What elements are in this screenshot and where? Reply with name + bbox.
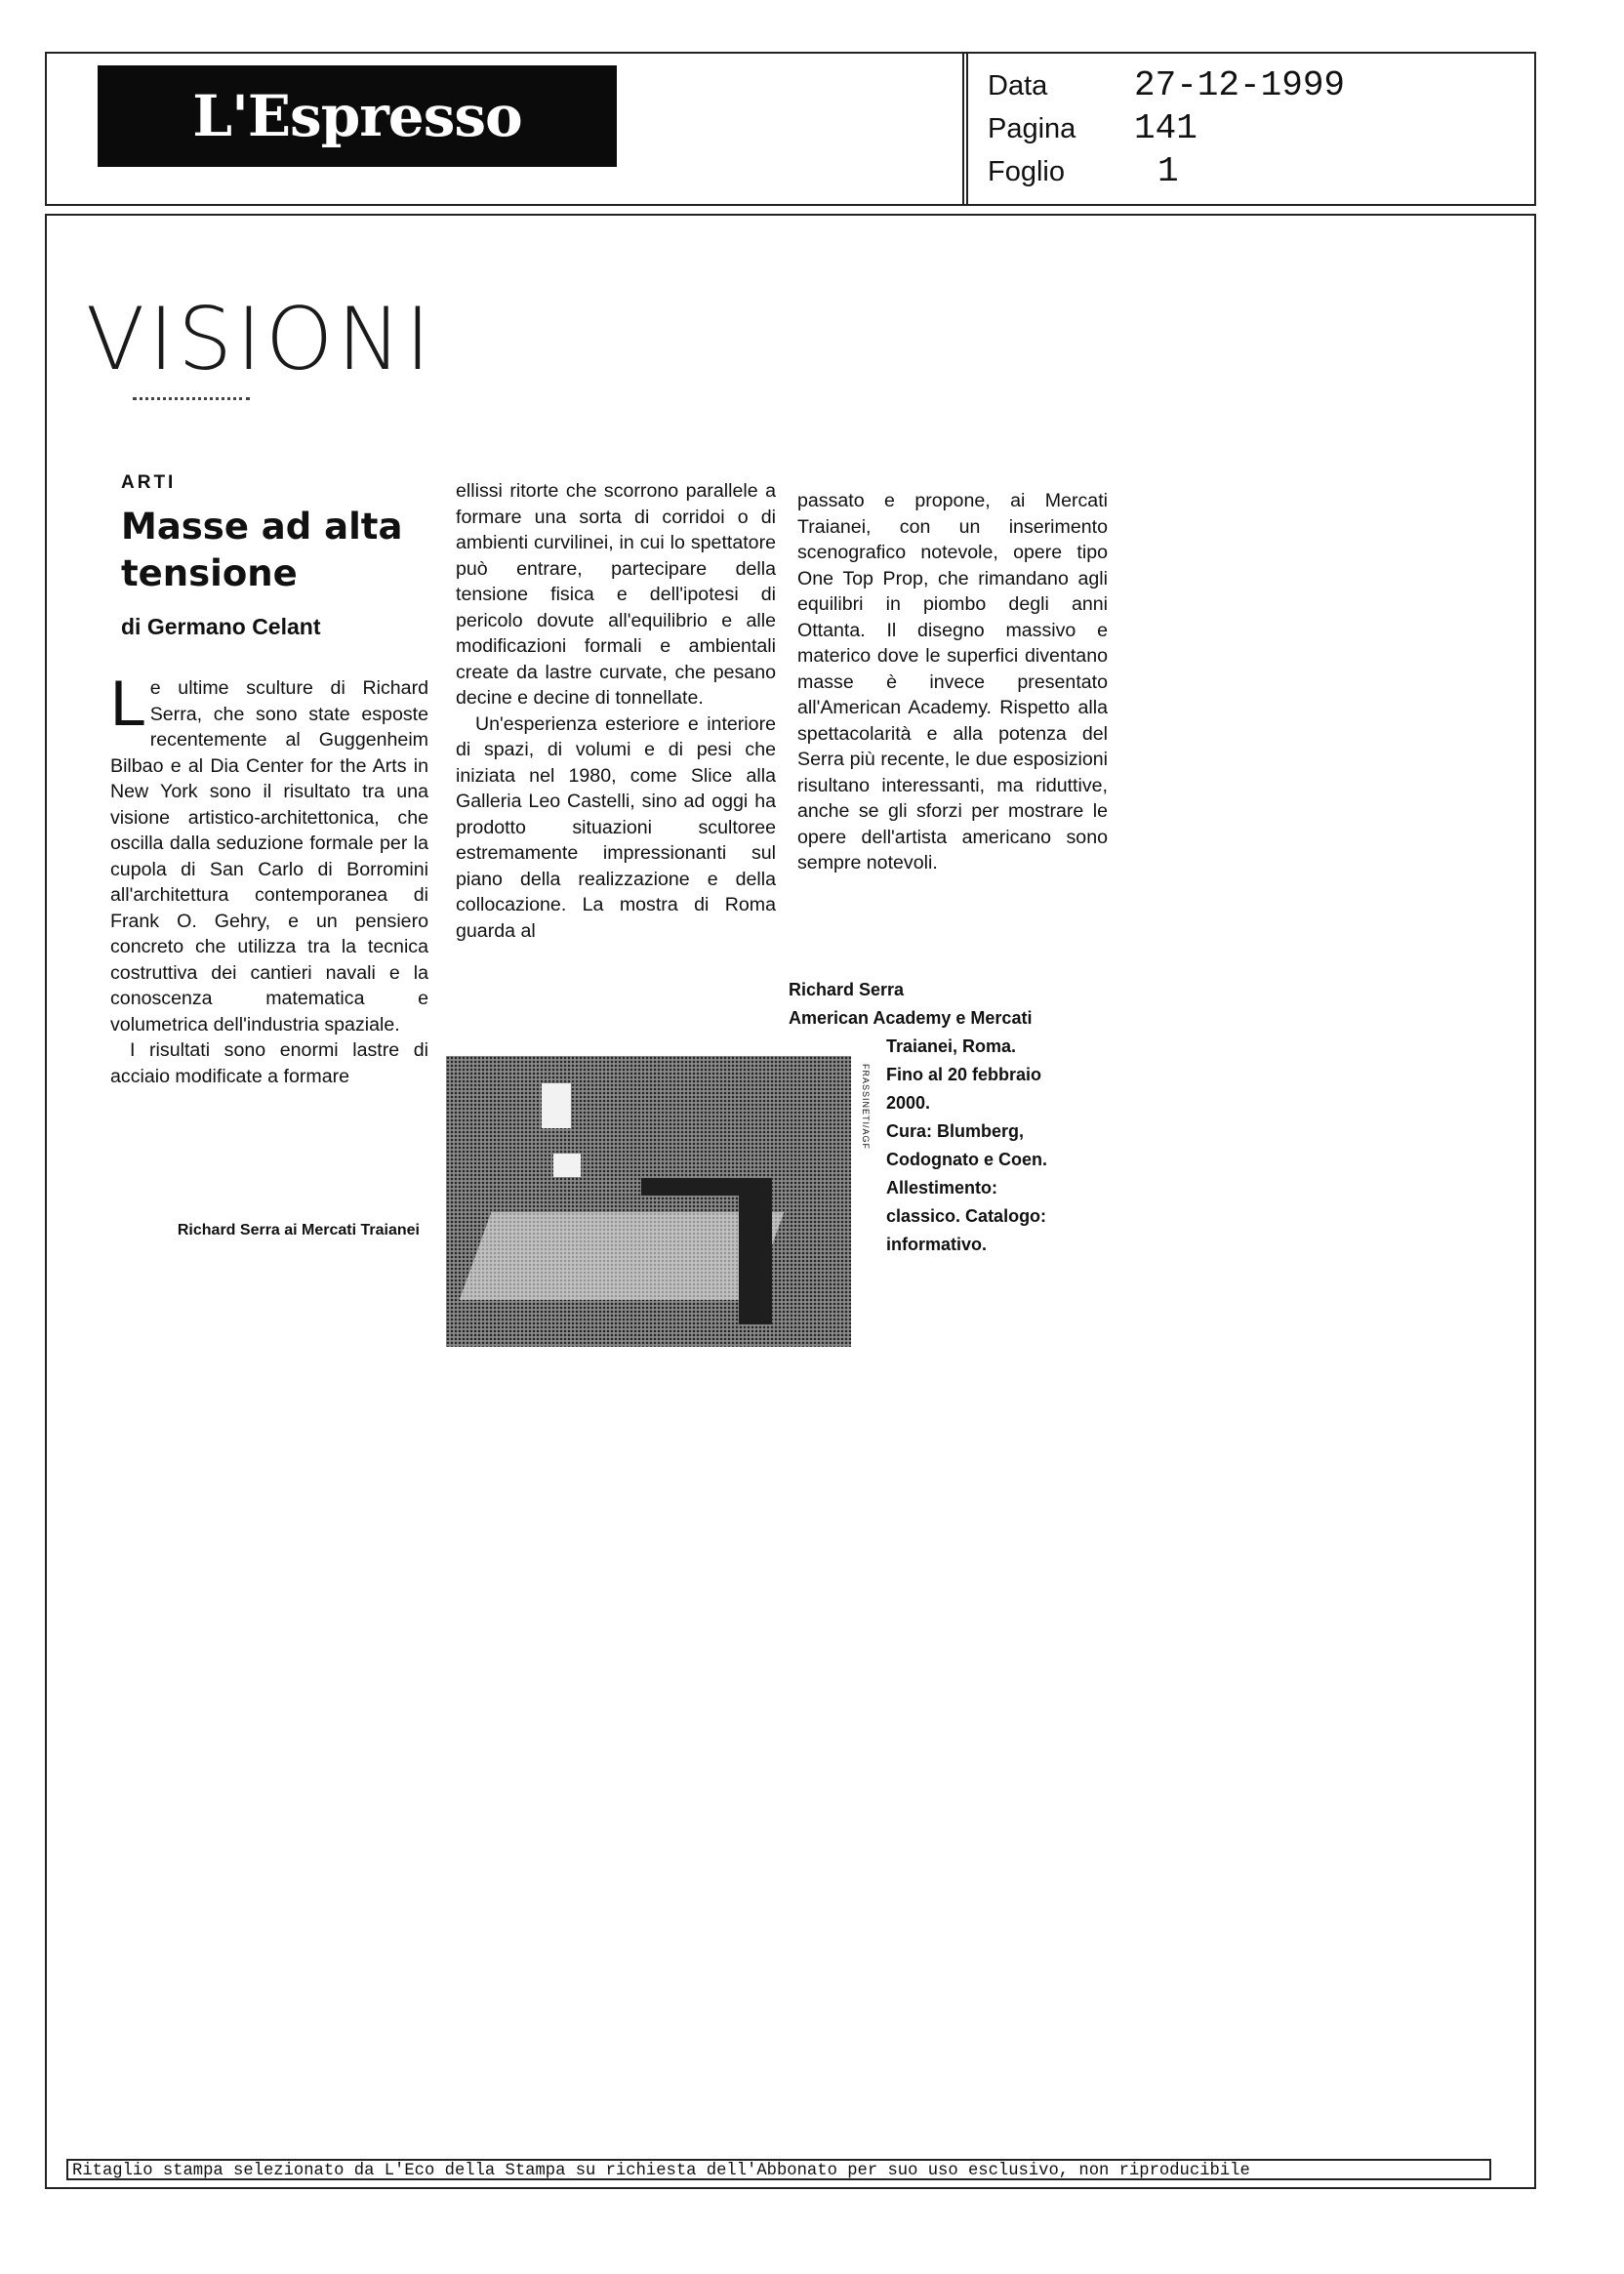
meta-row-date	[988, 65, 1345, 108]
header-frame	[45, 52, 1536, 206]
info-line: 2000.	[886, 1093, 931, 1113]
info-line: Richard Serra	[789, 980, 905, 999]
info-line: Cura: Blumberg,	[886, 1121, 1025, 1141]
paragraph: ellissi ritorte che scorrono parallele a formare una sorta di corridoi o di ambienti curvilinei, in cui lo spettatore può entrare, partecipare della tensione fisica e dell'ipotesi di pericolo dovute all'equilibrio e alle modificazioni formali e ambientali create da lastre curvate, che pesano decine e decine di tonnellate.	[456, 480, 776, 709]
article-byline: di Germano Celant	[121, 614, 321, 639]
article-headline	[121, 504, 424, 597]
clipping-metadata	[988, 65, 1345, 194]
meta-label: Data	[988, 70, 1048, 102]
photo-floor-shape	[460, 1212, 785, 1300]
photo-caption: Richard Serra ai Mercati Traianei	[177, 1222, 420, 1239]
section-underline	[133, 397, 250, 404]
info-line: Allestimento:	[886, 1178, 998, 1198]
clipping-footer-notice: Ritaglio stampa selezionato da L'Eco della Stampa su richiesta dell'Abbonato per suo uso esclusivo, non riproducibile	[66, 2159, 1491, 2180]
info-line: classico. Catalogo:	[886, 1206, 1047, 1226]
photo-credit: FRASSINETI/AGF	[861, 1064, 871, 1151]
sculpture-photo	[446, 1056, 851, 1347]
paragraph: passato e propone, ai Mercati Traianei, con un inserimento scenografico notevole, opere tipo One Top Prop, che rimandano agli equilibri in piombo degli anni Ottanta. Il disegno massivo e materico dove le superfici diventano masse è invece presentato all'American Academy. Rispetto alla spettacolarità e alla potenza del Serra più recente, le due esposizioni risultano interessanti, ma riduttive, anche se gli sforzi per mostrare le opere dell'artista americano sono sempre notevoli.	[797, 490, 1108, 873]
paragraph: I risultati sono enormi lastre di acciaio modificate a formare	[110, 1039, 428, 1087]
info-line: American Academy e Mercati	[789, 1008, 1033, 1028]
photo-sculpture-shape	[739, 1178, 772, 1324]
info-line: Traianei, Roma.	[886, 1036, 1017, 1056]
article-column-3	[797, 488, 1108, 876]
meta-row-sheet	[988, 151, 1345, 194]
paragraph-text: e ultime sculture di Richard Serra, che sono state esposte recentemente al Guggenheim Bilbao e al Dia Center for the Arts in New York sono il risultato tra una visione artistico-architettonica, che oscilla dalla seduzione formale per la cupola di San Carlo di Borromini all'architettura contemporanea di Frank O. Gehry, e un pensiero concreto che utilizza tra la tecnica costruttiva dei cantieri navali e la conoscenza matematica e volumetrica dell'industria spaziale.	[110, 677, 428, 1035]
article-column-1	[110, 667, 428, 1089]
article-kicker: ARTI	[121, 472, 177, 493]
section-title: VISIONI	[86, 289, 435, 389]
headline-line: Masse ad alta	[121, 506, 403, 548]
meta-label: Foglio	[988, 156, 1065, 187]
meta-label: Pagina	[988, 113, 1076, 144]
info-line: informativo.	[886, 1235, 988, 1254]
header-divider	[962, 54, 968, 204]
headline-line: tensione	[121, 552, 298, 594]
photo-light-shape	[553, 1154, 581, 1177]
publication-logo: L'Espresso	[98, 65, 617, 167]
info-line: Fino al 20 febbraio	[886, 1065, 1042, 1084]
meta-row-page	[988, 108, 1345, 151]
meta-value: 1	[1157, 151, 1179, 191]
paragraph	[110, 667, 428, 1037]
info-line: Codognato e Coen.	[886, 1150, 1047, 1169]
photo-light-shape	[542, 1083, 571, 1128]
meta-value: 141	[1134, 108, 1198, 148]
paragraph: Un'esperienza esteriore e interiore di spazi, di volumi e di pesi che iniziata nel 1980, come Slice alla Galleria Leo Castelli, sino ad oggi ha prodotto situazioni scultoree estremamente impressionanti sul piano della realizzazione e della collocazione. La mostra di Roma guarda al	[456, 712, 776, 942]
article-column-2	[456, 478, 776, 944]
meta-value: 27-12-1999	[1134, 65, 1346, 105]
drop-cap: L	[110, 667, 146, 739]
